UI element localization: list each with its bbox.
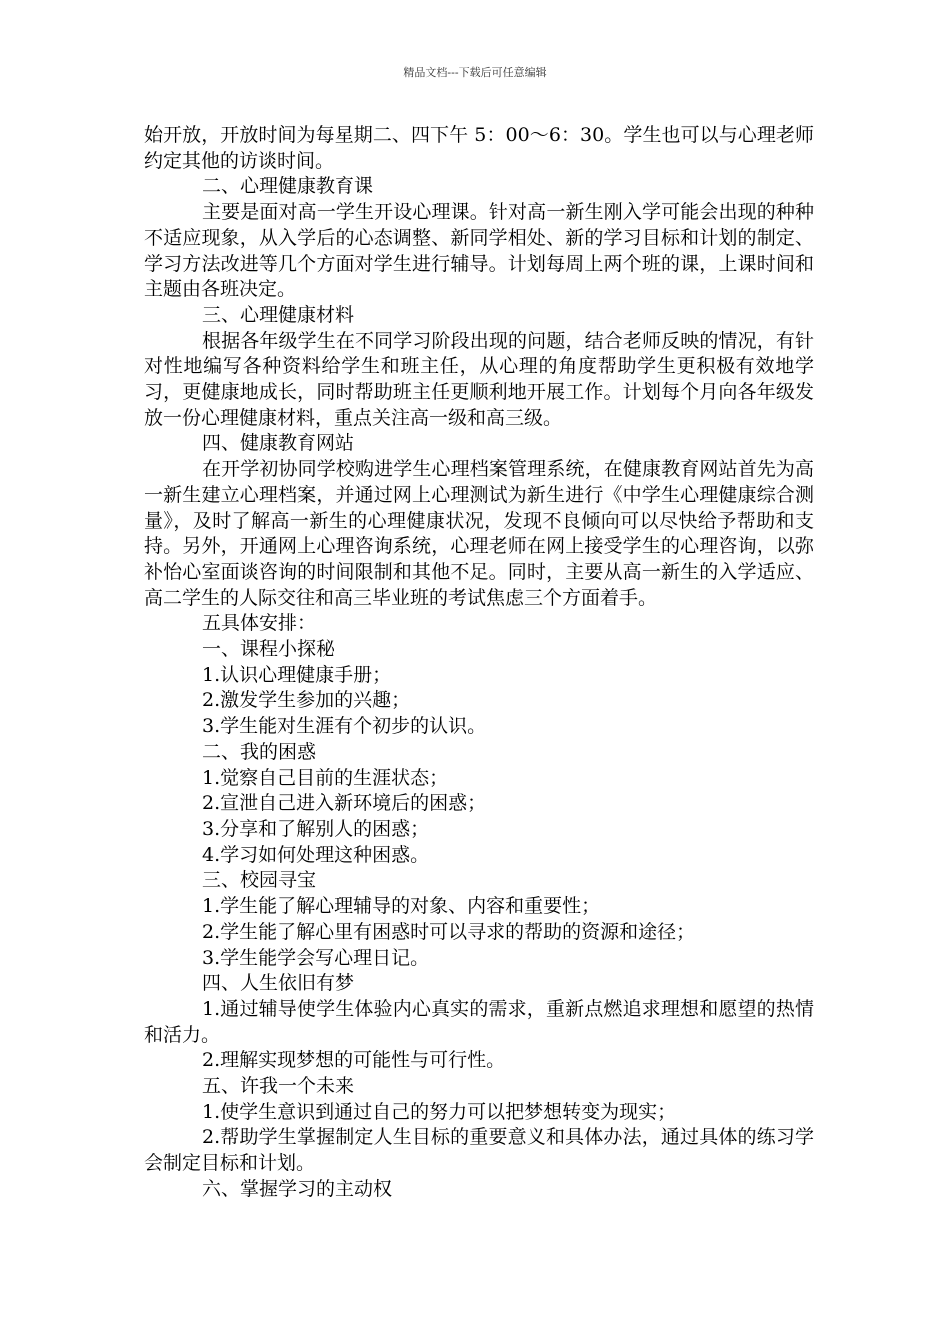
list-item: 2.理解实现梦想的可能性与可行性。 bbox=[202, 1049, 506, 1072]
list-item: 1.学生能了解心理辅导的对象、内容和重要性； bbox=[202, 895, 601, 918]
list-item: 1.通过辅导使学生体验内心真实的需求，重新点燃追求理想和愿望的热情和活力。 bbox=[144, 997, 814, 1046]
paragraph: 在开学初协同学校购进学生心理档案管理系统，在健康教育网站首先为高一新生建立心理档案，并通过网上心理测试为新生进行《中学生心理健康综合测量》，及时了解高一新生的心理健康状况，发现不良倾向可以尽快给予帮助和支持。另外，开通网上心理咨询系统，心理老师在网上接受学生的心理咨询，以弥补怡心室面谈咨询的时间限制和其他不足。同时，主要从高一新生的入学适应、高二学生的人际交往和高三毕业班的考试焦虑三个方面着手。 bbox=[144, 458, 814, 609]
list-item: 4.学习如何处理这种困惑。 bbox=[202, 843, 430, 866]
section-heading: 三、心理健康材料 bbox=[202, 303, 355, 326]
list-item: 2.宣泄自己进入新环境后的困惑； bbox=[202, 792, 487, 815]
section-heading: 四、健康教育网站 bbox=[202, 432, 355, 455]
list-item: 1.认识心理健康手册； bbox=[202, 663, 392, 686]
list-item: 1.觉察自己目前的生涯状态； bbox=[202, 766, 449, 789]
list-item: 3.分享和了解别人的困惑； bbox=[202, 817, 430, 840]
list-item: 2.激发学生参加的兴趣； bbox=[202, 689, 411, 712]
list-item: 2.学生能了解心里有困惑时可以寻求的帮助的资源和途径； bbox=[202, 920, 696, 943]
list-item: 3.学生能对生涯有个初步的认识。 bbox=[202, 715, 487, 738]
paragraph: 主要是面对高一学生开设心理课。针对高一新生刚入学可能会出现的种种不适应现象，从入学后的心态调整、新同学相处、新的学习目标和计划的制定、学习方法改进等几个方面对学生进行辅导。计划每周上两个班的课，上课时间和主题由各班决定。 bbox=[144, 201, 814, 301]
list-item: 2.帮助学生掌握制定人生目标的重要意义和具体办法，通过具体的练习学会制定目标和计划。 bbox=[144, 1126, 814, 1175]
list-item: 3.学生能学会写心理日记。 bbox=[202, 946, 430, 969]
paragraph: 始开放，开放时间为每星期二、四下午 5：00～6：30。学生也可以与心理老师约定其他的访谈时间。 bbox=[144, 124, 814, 172]
page-header: 精品文档---下载后可任意编辑 bbox=[403, 66, 547, 79]
subsection-heading: 五、许我一个未来 bbox=[202, 1075, 355, 1098]
subsection-heading: 六、掌握学习的主动权 bbox=[202, 1177, 393, 1200]
document-body bbox=[144, 123, 814, 1203]
subsection-heading: 四、人生依旧有梦 bbox=[202, 972, 355, 995]
paragraph: 根据各年级学生在不同学习阶段出现的问题，结合老师反映的情况，有针对性地编写各种资料给学生和班主任，从心理的角度帮助学生更积极有效地学习，更健康地成长，同时帮助班主任更顺利地开展工作。计划每个月向各年级发放一份心理健康材料，重点关注高一级和高三级。 bbox=[144, 329, 814, 429]
subsection-heading: 三、校园寻宝 bbox=[202, 869, 317, 892]
list-item: 1.使学生意识到通过自己的努力可以把梦想转变为现实； bbox=[202, 1100, 677, 1123]
subsection-heading: 一、课程小探秘 bbox=[202, 638, 336, 661]
section-heading: 二、心理健康教育课 bbox=[202, 175, 374, 198]
subsection-heading: 二、我的困惑 bbox=[202, 740, 317, 763]
section-heading: 五具体安排： bbox=[202, 612, 317, 635]
